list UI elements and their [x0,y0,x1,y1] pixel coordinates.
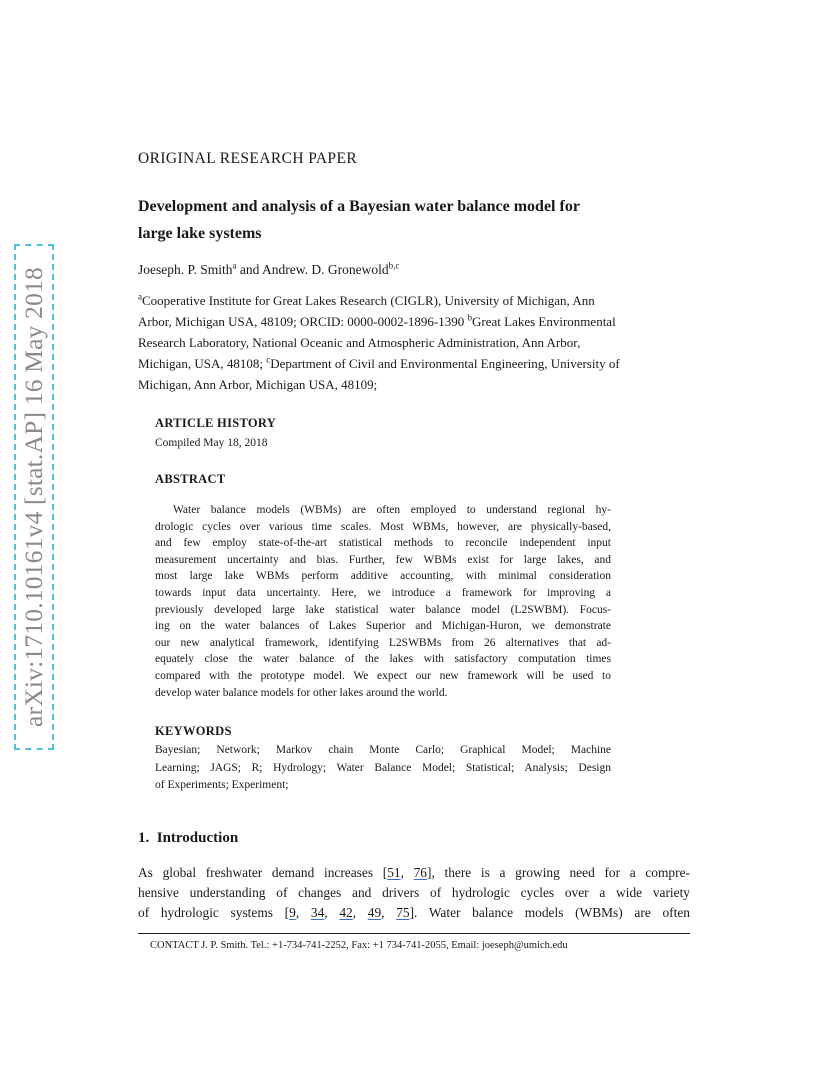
abstract-line: compared with the prototype model. We expect our new framework will be used to [155,669,611,682]
abstract-line: equately close the water balance of the lakes with satisfactory computation times [155,653,611,666]
affiliation-text: Arbor, Michigan USA, 48109; ORCID: 0000-0002-1896-1390 [138,314,468,329]
title-line-2: large lake systems [138,225,262,242]
abstract-line: Water balance models (WBMs) are often employed to understand regional hy- [173,504,611,516]
title-line-1: Development and analysis of a Bayesian water balance model for [138,198,580,215]
intro-text: , [352,905,368,920]
affiliation-text: Great Lakes Environmental [472,314,616,329]
citation-link[interactable]: 51 [387,865,401,880]
compiled-date: Compiled May 18, 2018 [155,437,268,449]
affiliation-line: Research Laboratory, National Oceanic and Atmospheric Administration, Ann Arbor, [138,335,581,350]
intro-text: ], there is a growing need for a compre- [427,865,690,880]
abstract-line: our new analytical framework, identifying L2SWBMs from 26 alternatives that ad- [155,636,611,649]
affiliations [138,290,690,395]
abstract-line: measurement uncertainty and bias. Further, few WBMs exist for large lakes, and [155,553,611,566]
abstract-line: ing on the water balances of Lakes Superior and Michigan-Huron, we demonstrate [155,620,611,633]
intro-line: hensive understanding of changes and drivers of hydrologic cycles over a wide variety [138,885,690,900]
affiliation-mark: b [467,312,473,323]
keywords-line: of Experiments; Experiment; [155,779,289,791]
affiliation-text: Cooperative Institute for Great Lakes Research (CIGLR), University of Michigan, Ann [142,293,595,308]
abstract-heading: ABSTRACT [155,472,226,486]
affiliation-line [138,311,690,332]
intro-text: , [400,865,414,880]
author-2-affiliation-mark: b,c [388,260,400,271]
author-list [138,262,399,278]
intro-text: , [295,905,311,920]
citation-link[interactable]: 76 [413,865,427,880]
paper-title [138,193,698,247]
intro-text: , [324,905,340,920]
affiliation-text: Michigan, USA, 48108; [138,356,267,371]
intro-line [138,903,690,923]
affiliation-text: Department of Civil and Environmental Engineering, University of [270,356,620,371]
author-separator: and [236,262,263,277]
abstract-line: towards input data uncertainty. Here, we introduce a framework for improving a [155,586,611,599]
section-heading-introduction: 1. Introduction [138,830,239,846]
affiliation-mark: a [138,291,142,302]
author-1-affiliation-mark: a [232,260,237,271]
affiliation-line [138,290,690,311]
contact-footnote: CONTACT J. P. Smith. Tel.: +1-734-741-2252, Fax: +1 734-741-2055, Email: joeseph@umich.edu [150,940,568,951]
keywords-heading: KEYWORDS [155,724,232,738]
footnote-rule [138,933,690,934]
author-2: Andrew. D. Gronewold [262,262,389,277]
citation-link[interactable]: 49 [367,905,382,920]
author-1: Joeseph. P. Smith [138,262,233,277]
keywords-line: Bayesian; Network; Markov chain Monte Carlo; Graphical Model; Machine [155,744,611,756]
arxiv-identifier: arXiv:1710.10161v4 [stat.AP] 16 May 2018 [19,267,48,727]
arxiv-stamp [14,244,54,750]
affiliation-line [138,353,690,374]
citation-link[interactable]: 75 [396,905,410,920]
affiliation-mark: c [266,354,271,365]
intro-text: As global freshwater demand increases [ [138,865,388,880]
keywords-body [155,742,611,795]
affiliation-line: Michigan, Ann Arbor, Michigan USA, 48109; [138,377,378,392]
paper-category: ORIGINAL RESEARCH PAPER [138,150,358,167]
abstract-line: drologic cycles over various time scales. Most WBMs, however, are physically-based, [155,520,611,533]
abstract-line: develop water balance models for other lakes around the world. [155,686,448,699]
keywords-line: Learning; JAGS; R; Hydrology; Water Balance Model; Statistical; Analysis; Design [155,761,611,774]
abstract-line: most large lake WBMs perform additive accounting, with minimal consideration [155,570,611,583]
citation-link[interactable]: 34 [310,905,325,920]
abstract-line: previously developed large lake statistical water balance model (L2SWBM). Focus- [155,603,611,616]
intro-line [138,863,690,883]
abstract-body [155,502,611,701]
introduction-body [138,863,690,923]
intro-text: ]. Water balance models (WBMs) are often [409,905,690,920]
citation-link[interactable]: 42 [339,905,353,920]
citation-link[interactable]: 9 [289,905,296,920]
article-history-heading: ARTICLE HISTORY [155,416,277,430]
intro-text: of hydrologic systems [ [138,905,290,920]
intro-text: , [381,905,397,920]
abstract-line: and few employ state-of-the-art statistical methods to reconcile independent input [155,537,611,550]
